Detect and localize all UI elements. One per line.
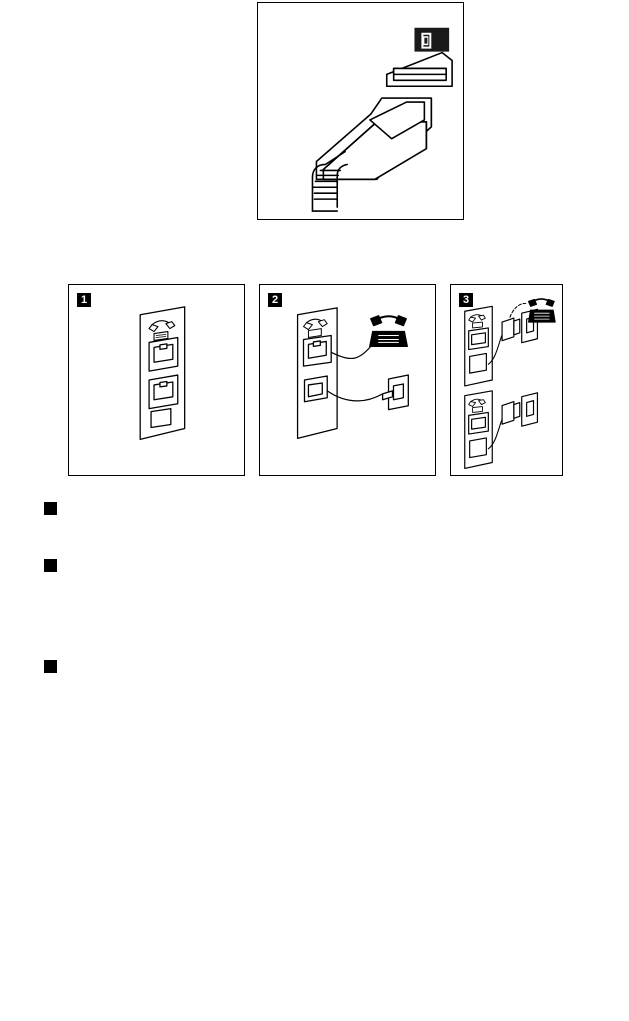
square-bullet-icon	[44, 660, 57, 673]
panel-2	[259, 284, 436, 476]
spacer	[44, 576, 584, 658]
list-item-text	[70, 557, 584, 570]
bullet-list	[44, 500, 584, 677]
panel-1-number: 1	[77, 293, 91, 307]
panel-3	[450, 284, 563, 476]
list-item-text	[70, 658, 584, 671]
panel-3-drawing	[451, 285, 562, 475]
displayport-connector-drawing	[258, 3, 463, 219]
square-bullet-icon	[44, 559, 57, 572]
list-item-text	[70, 500, 584, 513]
list-item	[44, 658, 584, 671]
panel-2-drawing	[260, 285, 435, 475]
panel-2-number: 2	[268, 293, 282, 307]
list-item	[44, 557, 584, 570]
spacer	[44, 519, 584, 557]
figure-panel-row	[68, 284, 563, 476]
panel-1	[68, 284, 245, 476]
square-bullet-icon	[44, 502, 57, 515]
panel-1-drawing	[69, 285, 244, 475]
panel-3-number: 3	[459, 293, 473, 307]
list-item	[44, 500, 584, 513]
top-figure-displayport-connector	[257, 2, 464, 220]
